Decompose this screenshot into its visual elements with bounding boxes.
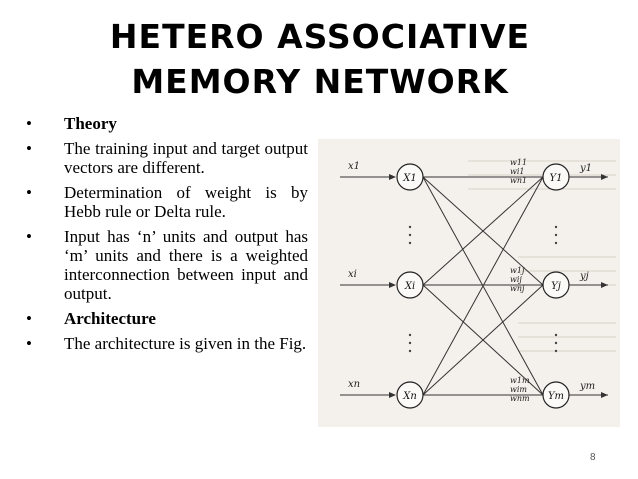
weight-label: wi1 xyxy=(510,167,525,176)
bullet-item: • Input has ‘n’ units and output has ‘m’ units and there is a weighted interconnection between input and output. xyxy=(26,227,308,303)
bullet-item: • The architecture is given in the Fig. xyxy=(26,334,307,353)
scan-background xyxy=(468,161,616,351)
network-labels xyxy=(348,158,595,403)
ellipsis-dot xyxy=(409,226,411,228)
ellipsis-dot xyxy=(409,350,411,352)
ellipsis-dot xyxy=(555,350,557,352)
ellipsis-dot xyxy=(555,342,557,344)
output-label: y1 xyxy=(580,163,593,174)
bullet-item: • Theory xyxy=(26,114,117,133)
bullet-dot-icon: • xyxy=(26,183,32,202)
weight-label: w1j xyxy=(510,266,525,275)
network-figure xyxy=(318,139,620,427)
arrow-head-icon xyxy=(601,392,608,398)
bullet-item: • Architecture xyxy=(26,309,156,328)
ellipsis-dot xyxy=(555,334,557,336)
ellipsis-dot xyxy=(409,234,411,236)
input-unit-label: X1 xyxy=(403,173,417,184)
ellipsis-dot xyxy=(555,234,557,236)
weight-label: w11 xyxy=(510,158,528,167)
title-line-1: HETERO ASSOCIATIVE xyxy=(109,17,531,56)
output-unit-label: Yj xyxy=(551,281,561,292)
arrow-head-icon xyxy=(389,392,396,398)
ellipsis-dot xyxy=(555,226,557,228)
bullet-dot-icon: • xyxy=(26,114,32,133)
arrow-head-icon xyxy=(601,282,608,288)
output-unit-label: Ym xyxy=(547,391,565,402)
weight-label: wim xyxy=(510,385,527,394)
weight-label: wij xyxy=(510,275,522,284)
bullet-item: • The training input and target output vectors are different. xyxy=(26,139,308,177)
input-label: x1 xyxy=(348,161,361,172)
title-line-2: MEMORY NETWORK xyxy=(131,62,509,101)
bullet-item: • Determination of weight is by Hebb rule or Delta rule. xyxy=(26,183,308,221)
ellipsis-dot xyxy=(555,242,557,244)
bullet-dot-icon: • xyxy=(26,309,32,328)
input-unit-label: Xi xyxy=(404,281,416,292)
connection-lines xyxy=(423,177,543,395)
weight-label: wn1 xyxy=(510,176,528,185)
ellipsis-dot xyxy=(409,242,411,244)
bullet-dot-icon: • xyxy=(26,334,32,353)
weight-label: wnm xyxy=(510,394,530,403)
bullet-dot-icon: • xyxy=(26,139,32,158)
output-unit-label: Y1 xyxy=(549,173,563,184)
weight-label: wnj xyxy=(510,284,525,293)
input-label: xi xyxy=(348,269,357,280)
slide-title xyxy=(40,14,600,104)
input-unit-label: Xn xyxy=(403,391,417,402)
input-label: xn xyxy=(348,379,361,390)
bullet-list xyxy=(26,114,308,359)
ellipsis-dot xyxy=(409,334,411,336)
output-label: ym xyxy=(580,381,596,392)
output-label: yj xyxy=(580,271,589,282)
arrow-head-icon xyxy=(389,174,396,180)
ellipsis-dot xyxy=(409,342,411,344)
weight-label: w1m xyxy=(510,376,530,385)
bullet-dot-icon: • xyxy=(26,227,32,246)
arrow-head-icon xyxy=(389,282,396,288)
network-diagram xyxy=(318,139,620,427)
page-number: 8 xyxy=(590,452,596,463)
